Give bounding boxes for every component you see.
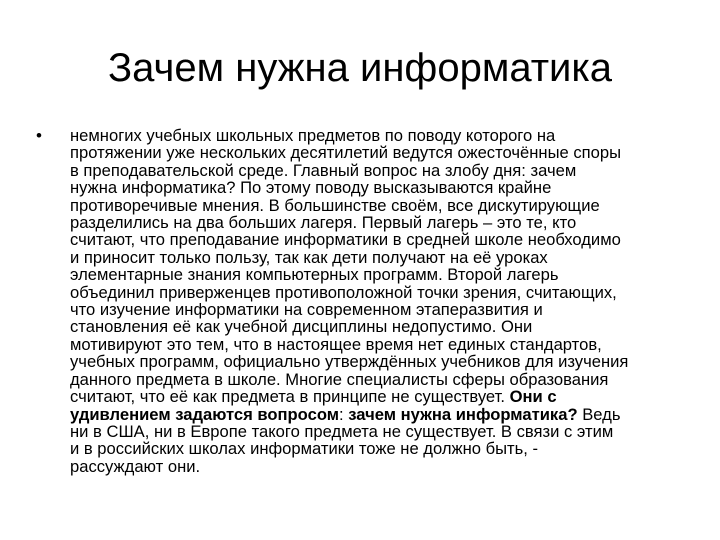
bullet-marker: • bbox=[36, 126, 42, 145]
paragraph-line: элементарные знания компьютерных программ. Второй лагерь bbox=[70, 265, 559, 285]
slide-title: Зачем нужна информатика bbox=[108, 46, 612, 90]
paragraph-text: Ведь bbox=[577, 404, 621, 424]
paragraph-line: данного предмета в школе. Многие специалисты сферы образования bbox=[70, 369, 609, 389]
emphasis-text: удивлением задаются вопросом bbox=[70, 404, 340, 424]
paragraph-text: : bbox=[339, 404, 349, 424]
paragraph-line: учебных программ, официально утверждённых учебников для изучения bbox=[70, 352, 629, 372]
paragraph-line: рассуждают они. bbox=[70, 456, 201, 476]
paragraph-line: считают, что преподавание информатики в средней школе необходимо bbox=[70, 230, 621, 250]
paragraph-line: и в российских школах информатики тоже не должно быть, - bbox=[70, 439, 539, 459]
emphasis-text: Они с bbox=[509, 387, 557, 407]
bullet-paragraph bbox=[70, 127, 690, 475]
paragraph-line: немногих учебных школьных предметов по поводу которого на bbox=[70, 126, 556, 145]
paragraph-line bbox=[70, 388, 690, 405]
paragraph-line: противоречивые мнения. В большинстве своём, все дискутирующие bbox=[70, 195, 600, 215]
paragraph-line: и приносит только пользу, так как дети получают на её уроках bbox=[70, 247, 548, 267]
paragraph-line: становления её как учебной дисциплины недопустимо. Они bbox=[70, 317, 533, 337]
emphasis-text: зачем нужна информатика? bbox=[348, 404, 578, 424]
paragraph-line: что изучение информатики на современном этаперазвития и bbox=[70, 300, 543, 320]
paragraph-line: разделились на два больших лагеря. Первый лагерь – это те, кто bbox=[70, 213, 577, 233]
paragraph-line: ни в США, ни в Европе такого предмета не существует. В связи с этим bbox=[70, 421, 614, 441]
paragraph-text: считают, что её как предмета в принципе не существует. bbox=[70, 387, 510, 407]
paragraph-line: нужна информатика? По этому поводу высказываются крайне bbox=[70, 178, 552, 198]
paragraph-line: мотивируют это тем, что в настоящее время нет единых стандартов, bbox=[70, 334, 602, 354]
paragraph-line bbox=[70, 406, 690, 423]
paragraph-line: в преподавательской среде. Главный вопрос на злобу дня: зачем bbox=[70, 160, 577, 180]
paragraph-line: объединил приверженцев противоположной точки зрения, считающих, bbox=[70, 282, 617, 302]
paragraph-line: протяжении уже нескольких десятилетий ведутся ожесточённые споры bbox=[70, 143, 622, 163]
